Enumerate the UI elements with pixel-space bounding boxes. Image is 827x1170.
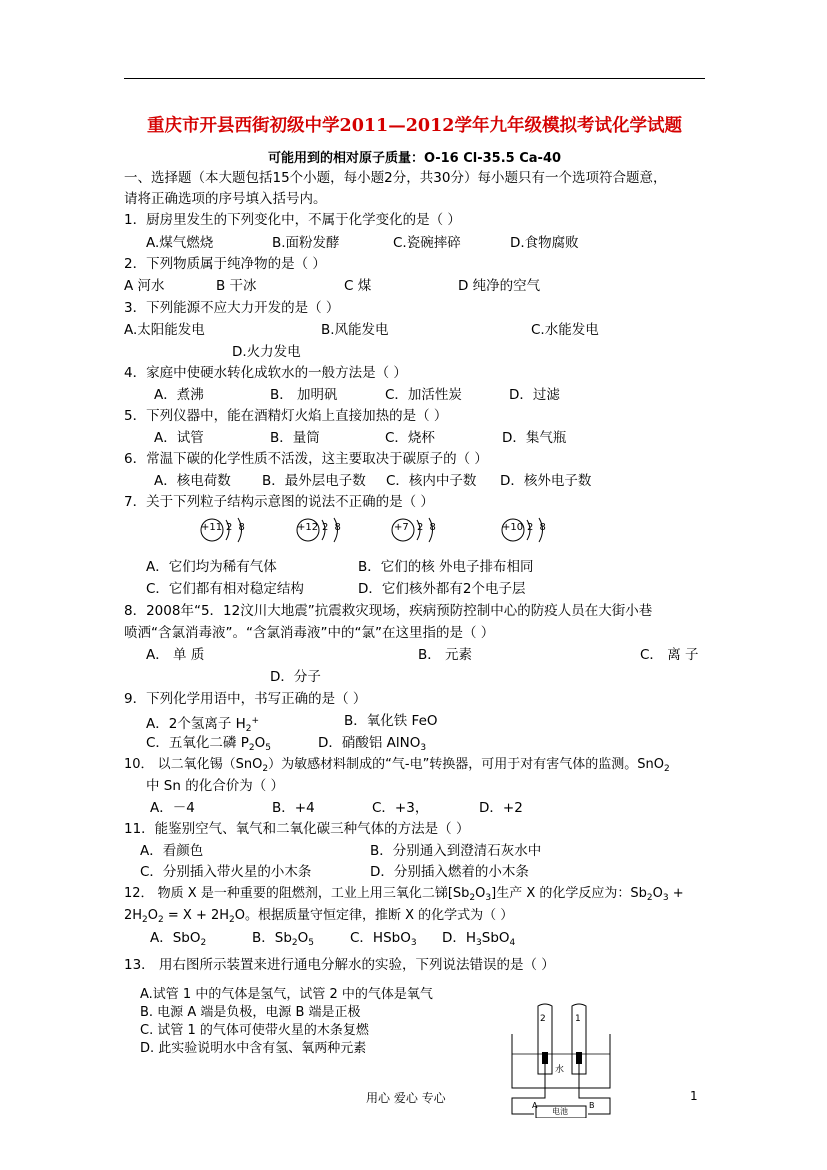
q2-option-c: C 煤 bbox=[344, 278, 372, 294]
atom-nucleus-4: +10 bbox=[502, 522, 524, 533]
q2-option-a: A 河水 bbox=[124, 278, 165, 294]
exam-title: 重庆市开县西街初级中学2011—2012学年九年级模拟考试化学试题 bbox=[147, 116, 682, 136]
q3-stem: 3．下列能源不应大力开发的是（ ） bbox=[124, 300, 340, 316]
q11-option-a: A．看颜色 bbox=[140, 843, 204, 859]
q1-option-b: B.面粉发酵 bbox=[272, 235, 340, 251]
q11-option-b: B．分别通入到澄清石灰水中 bbox=[370, 843, 542, 859]
q6-option-a: A．核电荷数 bbox=[154, 473, 231, 489]
atom-shells-3: 2 8 bbox=[417, 522, 436, 533]
atom-nucleus-2: +12 bbox=[297, 522, 319, 533]
q1-option-d: D.食物腐败 bbox=[510, 235, 579, 251]
atom-shells-4: 2 8 bbox=[527, 522, 546, 533]
q13-stem: 13． 用右图所示装置来进行通电分解水的实验，下列说法错误的是（ ） bbox=[124, 957, 555, 973]
q3-option-a: A.太阳能发电 bbox=[124, 322, 205, 338]
q13-option-b: B. 电源 A 端是负极，电源 B 端是正极 bbox=[140, 1005, 361, 1020]
q9-stem: 9．下列化学用语中，书写正确的是（ ） bbox=[124, 691, 367, 707]
q2-option-b: B 干冰 bbox=[216, 278, 257, 294]
q8-line1: 8．2008年“5．12汶川大地震”抗震救灾现场，疾病预防控制中心的防疫人员在大街小巷 bbox=[124, 603, 653, 619]
section-intro-line1: 一、选择题（本大题包括15个小题，每小题2分，共30分）每小题只有一个选项符合题意， bbox=[124, 170, 667, 186]
q12-option-c: C．HSbO$_3$ bbox=[350, 930, 417, 948]
q5-option-b: B．量筒 bbox=[270, 430, 320, 446]
q6-option-d: D．核外电子数 bbox=[500, 473, 592, 489]
q12-line2: $2H_2O_2 = X + 2H_2O$。根据质量守恒定律，推断 X 的化学式为（ ） bbox=[124, 908, 514, 925]
q10-line1: 10． 以二氧化锡（SnO$_2$）为敏感材料制成的“气-电”转换器，可用于对有害气体的监测。SnO$_2$ bbox=[124, 757, 670, 774]
q8-option-d: D．分子 bbox=[270, 669, 321, 685]
atom-diagram-4 bbox=[497, 512, 557, 548]
q4-option-a: A．煮沸 bbox=[154, 387, 204, 403]
q12-line1: 12． 物质 X 是一种重要的阻燃剂，工业上用三氧化二锑$[Sb_2O_3]$生产 X 的化学反应为：$Sb_2O_3$ + bbox=[124, 886, 684, 903]
q7-option-c: C．它们都有相对稳定结构 bbox=[146, 581, 304, 597]
q11-stem: 11．能鉴别空气、氧气和二氧化碳三种气体的方法是（ ） bbox=[124, 821, 470, 837]
q7-stem: 7．关于下列粒子结构示意图的说法不正确的是（ ） bbox=[124, 494, 434, 510]
q12-option-d: D．$H_3SbO_4$ bbox=[442, 930, 516, 948]
q6-option-b: B．最外层电子数 bbox=[262, 473, 366, 489]
q8-option-b: B． 元素 bbox=[418, 647, 473, 663]
section-intro-line2: 请将正确选项的序号填入括号内。 bbox=[124, 191, 327, 207]
q11-option-d: D．分别插入燃着的小木条 bbox=[370, 864, 529, 880]
q4-option-d: D．过滤 bbox=[509, 387, 560, 403]
atom-diagram-2 bbox=[292, 512, 352, 548]
q2-stem: 2．下列物质属于纯净物的是（ ） bbox=[124, 256, 326, 272]
atom-shells-2: 2 8 bbox=[322, 522, 341, 533]
q10-line2: 中 Sn 的化合价为（ ） bbox=[146, 778, 284, 794]
atom-diagram-3 bbox=[387, 512, 447, 548]
q8-option-c: C． 离 子 bbox=[640, 647, 699, 663]
atom-shells-1: 2 8 bbox=[226, 522, 245, 533]
q13-option-a: A.试管 1 中的气体是氢气，试管 2 中的气体是氧气 bbox=[140, 987, 433, 1002]
q3-option-b: B.风能发电 bbox=[321, 322, 389, 338]
q12-option-a: A．SbO$_2$ bbox=[150, 930, 207, 948]
q7-option-b: B．它们的核 外电子排布相同 bbox=[358, 559, 534, 575]
q6-stem: 6．常温下碳的化学性质不活泼，这主要取决于碳原子的（ ） bbox=[124, 451, 488, 467]
q13-option-d: D. 此实验说明水中含有氢、氧两种元素 bbox=[140, 1041, 367, 1056]
q4-stem: 4．家庭中使硬水转化成软水的一般方法是（ ） bbox=[124, 365, 407, 381]
q3-option-c: C.水能发电 bbox=[531, 322, 599, 338]
q2-option-d: D 纯净的空气 bbox=[458, 278, 541, 294]
q11-option-c: C．分别插入带火星的小木条 bbox=[140, 864, 312, 880]
tube-label-1: 1 bbox=[575, 1014, 581, 1024]
electrolysis-diagram bbox=[500, 1000, 620, 1118]
tube-label-2: 2 bbox=[540, 1014, 546, 1024]
atom-nucleus-3: +7 bbox=[394, 522, 409, 533]
q3-option-d: D.火力发电 bbox=[232, 344, 301, 360]
page-footer: 用心 爱心 专心 bbox=[366, 1091, 446, 1105]
battery-label: 电池 bbox=[552, 1107, 568, 1116]
q4-option-c: C．加活性炭 bbox=[385, 387, 462, 403]
terminal-a-label: A bbox=[532, 1101, 538, 1110]
q5-stem: 5．下列仪器中，能在酒精灯火焰上直接加热的是（ ） bbox=[124, 408, 448, 424]
q1-option-c: C.瓷碗摔碎 bbox=[393, 235, 461, 251]
q1-option-a: A.煤气燃烧 bbox=[146, 235, 214, 251]
atom-diagram-1 bbox=[196, 512, 256, 548]
q5-option-a: A．试管 bbox=[154, 430, 204, 446]
q7-option-d: D．它们核外都有2个电子层 bbox=[358, 581, 526, 597]
q7-option-a: A．它们均为稀有气体 bbox=[146, 559, 277, 575]
q10-option-a: A．－4 bbox=[150, 800, 195, 816]
q9-option-c: C．五氧化二磷 $P_2O_5$ bbox=[146, 735, 271, 753]
q12-option-b: B．$Sb_2O_5$ bbox=[252, 930, 315, 948]
q8-line2: 喷洒“含氯消毒液”。“含氯消毒液”中的“氯”在这里指的是（ ） bbox=[124, 625, 495, 641]
q4-option-b: B． 加明矾 bbox=[270, 387, 338, 403]
q8-option-a: A． 单 质 bbox=[146, 647, 205, 663]
q10-option-c: C．+3， bbox=[372, 800, 429, 816]
q10-option-b: B．+4 bbox=[272, 800, 315, 816]
q1-stem: 1．厨房里发生的下列变化中，不属于化学变化的是（ ） bbox=[124, 212, 461, 228]
q5-option-d: D．集气瓶 bbox=[502, 430, 567, 446]
q13-option-c: C. 试管 1 的气体可使带火星的木条复燃 bbox=[140, 1023, 369, 1038]
q5-option-c: C．烧杯 bbox=[385, 430, 435, 446]
page-number: 1 bbox=[690, 1089, 698, 1103]
water-label: 水 bbox=[555, 1065, 565, 1075]
q9-option-d: D．硝酸铝 AlNO$_3$ bbox=[318, 735, 427, 753]
terminal-b-label: B bbox=[589, 1101, 595, 1110]
top-rule bbox=[124, 78, 705, 79]
q6-option-c: C．核内中子数 bbox=[386, 473, 477, 489]
q10-option-d: D．+2 bbox=[479, 800, 523, 816]
atom-nucleus-1: +11 bbox=[201, 522, 223, 533]
q9-option-a: A．2个氢离子 $H_2^+$ bbox=[146, 716, 260, 734]
atomic-masses: 可能用到的相对原子质量：O-16 Cl-35.5 Ca-40 bbox=[267, 151, 562, 166]
q9-option-b: B．氧化铁 FeO bbox=[344, 713, 438, 729]
